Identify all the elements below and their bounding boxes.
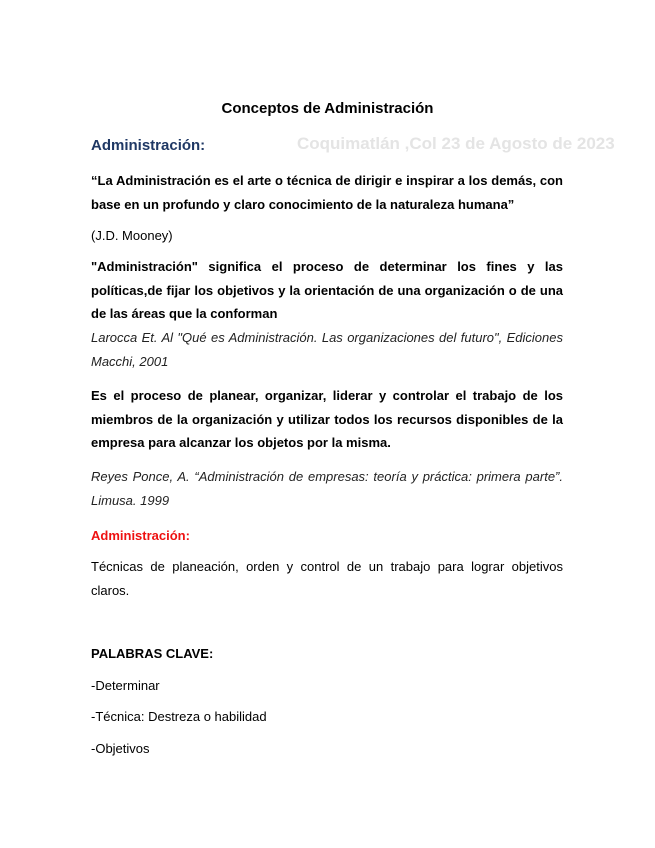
page-title: Conceptos de Administración [221,100,434,117]
quote-mooney: “La Administración es el arte o técnica de dirigir e inspirar a los demás, con base en un profundo y claro conocimiento de la naturaleza humana” [91,173,563,212]
source-reyes-ponce: Reyes Ponce, A. “Administración de empresas: teoría y práctica: primera parte”. Limusa. 1999 [91,469,563,508]
quote-reyes-ponce: Es el proceso de planear, organizar, liderar y controlar el trabajo de los miembros de la organización y utilizar todos los recursos disponibles de la empresa para alcanzar los objetos por la misma. [91,388,563,450]
definition-heading: Administración: [91,528,190,543]
keywords-heading: PALABRAS CLAVE: [91,646,214,661]
keyword-item: -Técnica: Destreza o habilidad [91,709,267,724]
definition-text: Técnicas de planeación, orden y control de un trabajo para lograr objetivos claros. [91,559,563,598]
keyword-item: -Determinar [91,678,160,693]
section-heading: Administración: [91,137,206,154]
date-watermark: Coquimatlán ,Col 23 de Agosto de 2023 [297,134,615,153]
quote-larocca: "Administración" significa el proceso de determinar los fines y las políticas,de fijar los objetivos y la orientación de una organización o de una de las áreas que la conforman [91,259,563,321]
author-mooney: (J.D. Mooney) [91,228,173,243]
source-larocca: Larocca Et. Al "Qué es Administración. Las organizaciones del futuro", Ediciones Macchi, 2001 [91,330,563,369]
keyword-item: -Objetivos [91,741,150,756]
